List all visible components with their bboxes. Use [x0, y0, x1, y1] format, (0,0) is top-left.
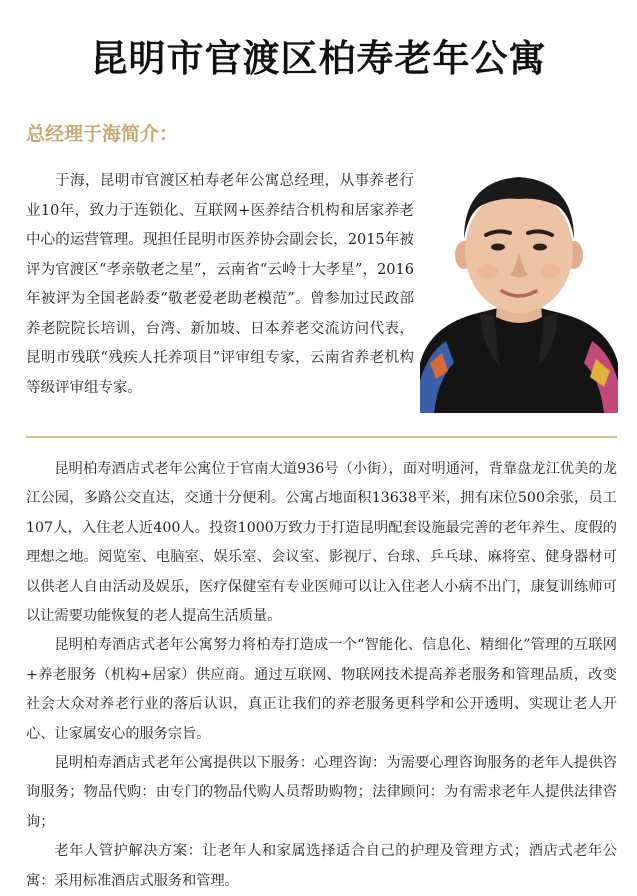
manager-bio: 于海，昆明市官渡区柏寿老年公寓总经理，从事养老行业10年，致力于连锁化、互联网+医养结合机构和居家养老中心的运营管理。现担任昆明市医养协会副会长，2015年被评为官渡区“孝亲敬老之星”，云南省“云岭十大孝星”，2016年被评为全国老龄委“敬老爱老助老模范”。曾参加过民政部养老院院长培训，台湾、新加坡、日本养老交流访问代表，昆明市残联“残疾人托养项目”评审组专家，云南省养老机构等级评审组专家。	[26, 173, 414, 396]
portrait-photo-icon	[420, 167, 618, 413]
page-title: 昆明市官渡区柏寿老年公寓	[90, 36, 547, 80]
paragraph-mission: 昆明柏寿酒店式老年公寓努力将柏寿打造成一个“智能化、信息化、精细化”管理的互联网+养老服务（机构+居家）供应商。通过互联网、物联网技术提高养老服务和管理品质，改变社会大众对养老行业的落后认识，真正让我们的养老服务更科学和公开透明、实现让老人开心、让家属安心的服务宗旨。	[26, 637, 617, 742]
manager-portrait-photo	[420, 167, 618, 413]
manager-intro-heading: 总经理于海简介：	[26, 123, 179, 145]
paragraph-location: 昆明柏寿酒店式老年公寓位于官南大道936号（小街），面对明通河，背靠盘龙江优美的龙江公园，多路公交直达，交通十分便利。公寓占地面积13638平米，拥有床位500余张，员工107人，入住老人近400人。投资1000万致力于打造昆明配套设施最完善的老年养生、度假的理想之地。阅览室、电脑室、娱乐室、会议室、影视厅、台球、乒乓球、麻将室、健身器材可以供老人自由活动及娱乐，医疗保健室有专业医师可以让入住老人小病不出门，康复训练师可以让需要功能恢复的老人提高生活质量。	[26, 461, 617, 625]
section-divider	[26, 436, 617, 438]
apartment-description	[26, 455, 617, 896]
paragraph-services: 昆明柏寿酒店式老年公寓提供以下服务：心理咨询：为需要心理咨询服务的老年人提供咨询服务；物品代购：由专门的物品代购人员帮助购物；法律顾问：为有需求老年人提供法律咨询；	[26, 755, 617, 830]
paragraph-care-solutions: 老年人管护解决方案：让老年人和家属选择适合自己的护理及管理方式；酒店式老年公寓：采用标准酒店式服务和管理。	[26, 843, 617, 889]
